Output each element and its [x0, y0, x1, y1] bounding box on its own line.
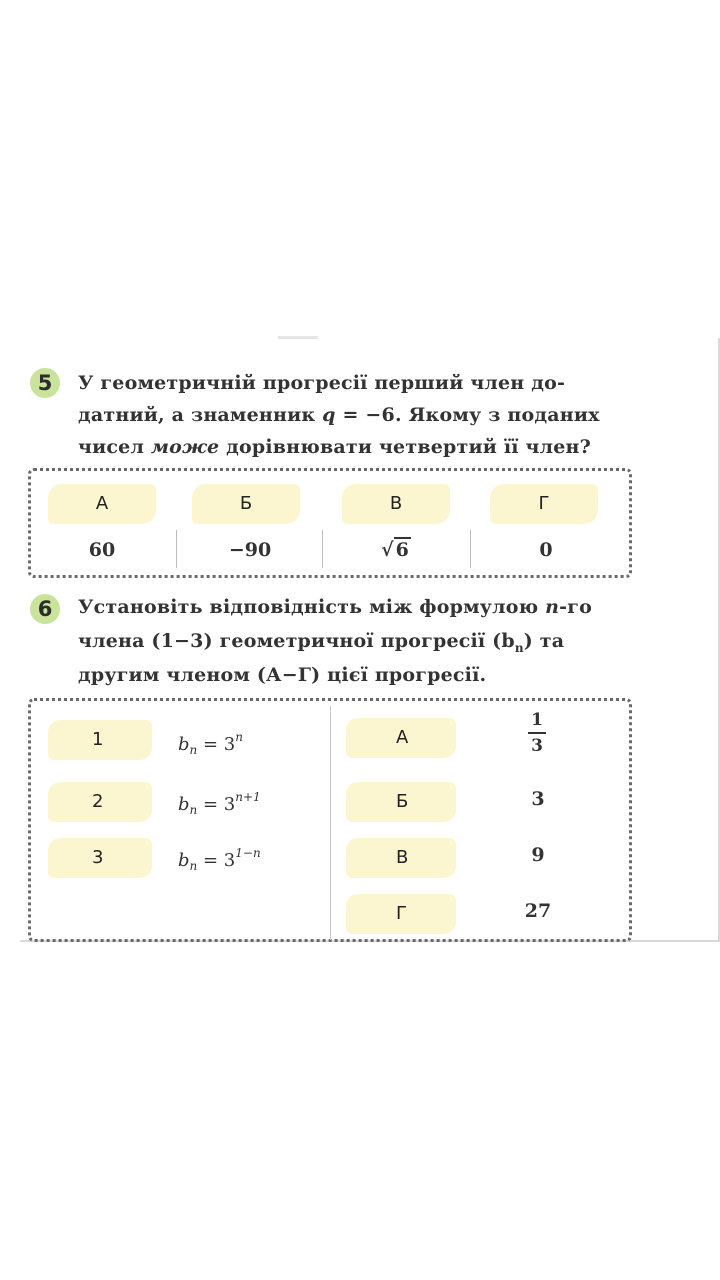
task-6-answer-g-value: 27: [524, 900, 552, 922]
task-6-formula-1-label[interactable]: 1: [48, 720, 152, 760]
task-6-formula-2: $b_n = 3^{n+1}$: [178, 790, 261, 817]
task-6-formula-3-label[interactable]: 3: [48, 838, 152, 878]
task-5-number-badge: 5: [30, 368, 60, 398]
task-5-option-a-label[interactable]: А: [48, 484, 156, 524]
task-6-answer-a-label[interactable]: А: [346, 718, 456, 758]
task-5-text-line-3: чисел може дорівнювати четвертий її член?: [78, 436, 591, 458]
fraction-numerator: 1: [531, 710, 543, 730]
task-5-option-g-label[interactable]: Г: [490, 484, 598, 524]
task-6-text-line-2: члена (1−3) геометричної прогресії $(b_n)$ та: [78, 630, 565, 655]
task-6-answer-v-value: 9: [531, 844, 545, 866]
task-5-text-line-1: У геометричній прогресії перший член до-: [78, 372, 566, 394]
task-5-text-line-2: датний, а знаменник q = −6. Якому з поданих: [78, 404, 600, 426]
task-5-option-b-value: −90: [228, 539, 272, 561]
task-6-text-line-1: Установіть відповідність між формулою n-го: [78, 596, 592, 618]
page-mark: [278, 336, 318, 339]
task-6-answer-a-fraction: [522, 710, 552, 756]
divider: [470, 530, 471, 568]
task-6-answer-g-label[interactable]: Г: [346, 894, 456, 934]
task-6-formula-1: $b_n = 3^n$: [178, 730, 243, 757]
task-6-answer-v-label[interactable]: В: [346, 838, 456, 878]
task-6-answer-b-value: 3: [531, 788, 545, 810]
task-5-option-b-label[interactable]: Б: [192, 484, 300, 524]
task-6-number-badge: 6: [30, 594, 60, 624]
task-6-formula-2-label[interactable]: 2: [48, 782, 152, 822]
task-5-option-g-value: 0: [539, 539, 553, 561]
textbook-page: [20, 338, 720, 942]
fraction-denominator: 3: [531, 736, 543, 756]
column-divider: [330, 706, 331, 940]
task-6-text-line-3: другим членом (А−Г) цієї прогресії.: [78, 664, 487, 686]
fraction-bar: [528, 732, 546, 734]
square-root-symbol: √ 6: [381, 539, 409, 561]
divider: [322, 530, 323, 568]
task-6-formula-3: $b_n = 3^{1-n}$: [178, 846, 261, 873]
task-5-option-v-value: [326, 536, 466, 564]
task-5-option-v-label[interactable]: В: [342, 484, 450, 524]
divider: [176, 530, 177, 568]
task-5-option-a-value: 60: [88, 539, 116, 561]
task-6-answer-b-label[interactable]: Б: [346, 782, 456, 822]
